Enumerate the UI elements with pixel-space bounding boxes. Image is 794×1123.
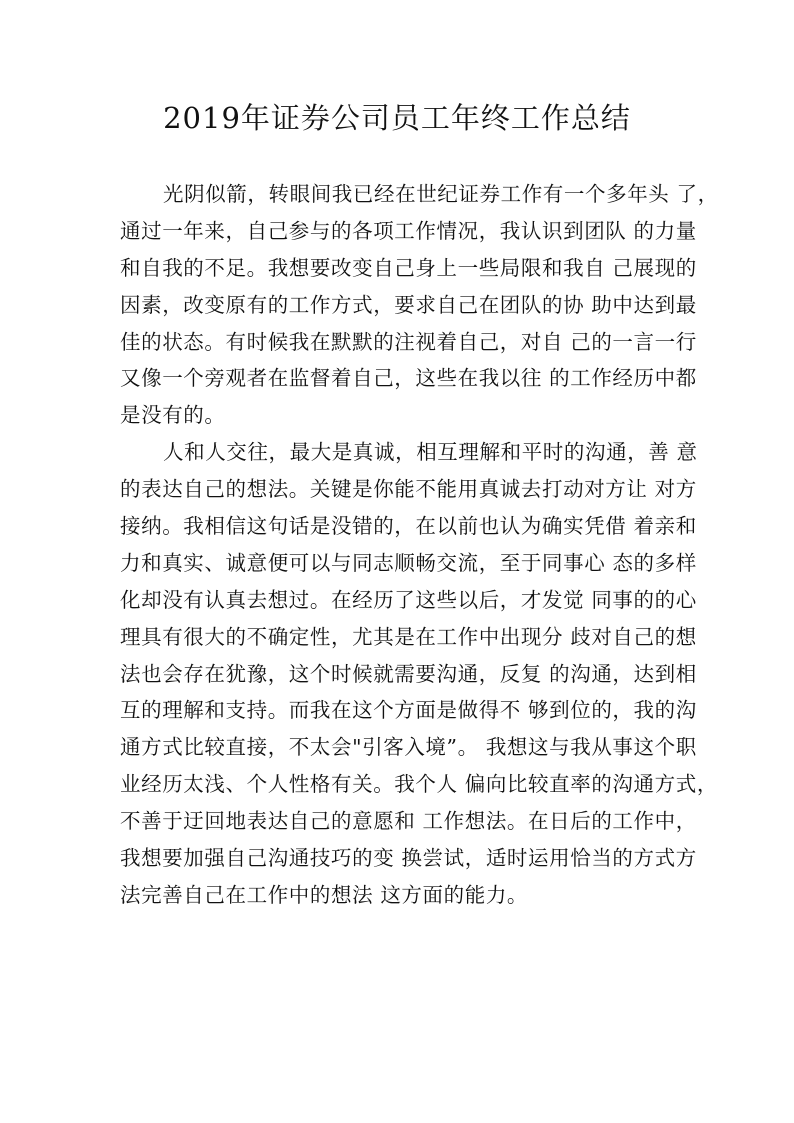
document-body [120,176,719,914]
text-line: 和自我的不足。我想要改变自己身上一些局限和我自 己展现的 [120,255,697,280]
text-line: 我想要加强自己沟通技巧的变 换尝试，适时运用恰当的方式方 [120,846,697,871]
text-line: 通方式比较直接，不太会"引客入境”。 我想这与我从事这个职 [120,735,697,760]
text-line: 佳的状态。有时候我在默默的注视着自己，对自 己的一言一行 [120,329,697,354]
text-line: 又像一个旁观者在监督着自己，这些在我以往 的工作经历中都 [120,366,697,391]
document-title: 2019年证券公司员工年终工作总结 [163,101,631,135]
text-line: 理具有很大的不确定性，尤其是在工作中出现分 歧对自己的想 [120,624,697,649]
text-line: 人和人交往，最大是真诚，相互理解和平时的沟通，善 意 [163,440,698,465]
text-line: 因素，改变原有的工作方式，要求自己在团队的协 助中达到最 [120,292,697,317]
text-line: 法完善自己在工作中的想法 这方面的能力。 [120,882,529,907]
text-line: 通过一年来，自己参与的各项工作情况，我认识到团队 的力量 [120,218,697,243]
text-line: 互的理解和支持。而我在这个方面是做得不 够到位的，我的沟 [120,698,697,723]
text-line: 的表达自己的想法。关键是你能不能用真诚去打动对方让 对方 [120,477,697,502]
text-line: 光阴似箭，转眼间我已经在世纪证券工作有一个多年头 了， [163,182,719,206]
text-line: 是没有的。 [120,403,226,428]
paragraph-1 [120,176,719,434]
text-line: 法也会存在犹豫，这个时候就需要沟通，反复 的沟通，达到相 [120,661,697,686]
paragraph-2 [120,434,718,914]
text-line: 业经历太浅、个人性格有关。我个人 偏向比较直率的沟通方式， [120,772,718,797]
text-line: 力和真实、诚意便可以与同志顺畅交流，至于同事心 态的多样 [120,550,697,575]
text-line: 不善于迂回地表达自己的意愿和 工作想法。在日后的工作中， [120,809,697,834]
text-line: 化却没有认真去想过。在经历了这些以后，才发觉 同事的的心 [120,587,697,612]
text-line: 接纳。我相信这句话是没错的，在以前也认为确实凭借 着亲和 [120,514,697,539]
